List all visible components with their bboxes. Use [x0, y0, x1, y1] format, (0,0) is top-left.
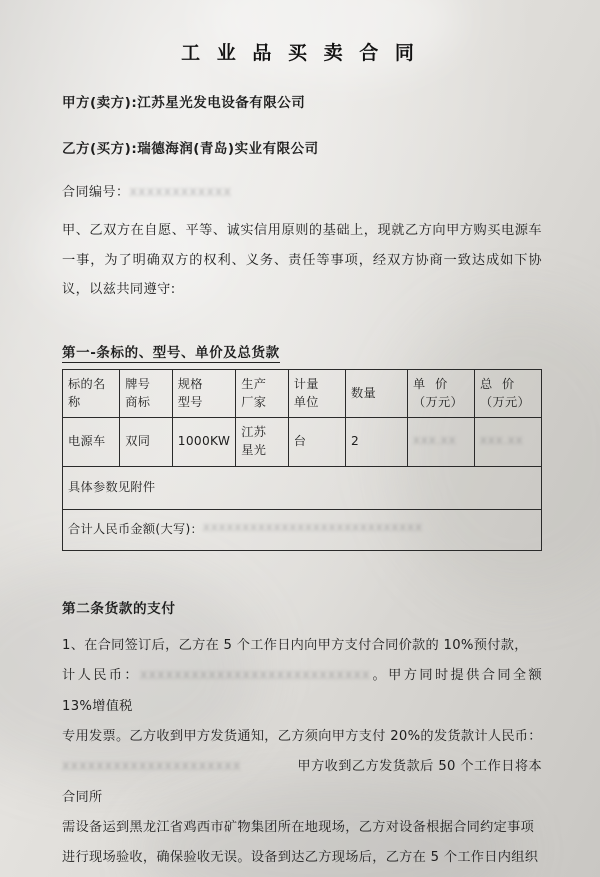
sum-value-redacted: XXXXXXXXXXXXXXXXXXXXXXXXXXXX: [202, 523, 423, 535]
seller-label: 甲方(卖方): [62, 95, 132, 111]
goods-table: [62, 369, 542, 551]
header-qty-l1: 数量: [351, 385, 376, 400]
buyer-line: [62, 137, 542, 157]
section-two-paragraph: [62, 631, 542, 874]
pay-line-2-text: 计人民币：: [62, 668, 140, 684]
header-unit-price-l2: （万元）: [413, 394, 463, 409]
cell-brand: 双同: [120, 418, 173, 466]
header-cell-unit-price: [408, 370, 475, 418]
header-cell-brand: [120, 370, 173, 418]
cell-maker: [236, 418, 289, 466]
cell-unit-price-redacted: XXX.XX: [413, 435, 457, 447]
header-cell-total-price: [475, 370, 542, 418]
header-total-price-l2: （万元）: [480, 394, 530, 409]
seller-line: [62, 91, 542, 111]
header-cell-model: [172, 370, 235, 418]
header-unit-price-l1: 单 价: [413, 377, 451, 392]
buyer-label: 乙方(买方): [62, 141, 132, 157]
header-brand-l2: 商标: [125, 394, 151, 409]
pay-line-6: 进行现场验收，确保验收无误。设备到达乙方现场后，乙方在 5 个工作日内组织: [62, 850, 539, 866]
pay-line-1: 1、在合同签订后，乙方在 5 个工作日内向甲方支付合同价款的 10%预付款，: [62, 637, 528, 653]
cell-notes: 具体参数见附件: [63, 466, 542, 509]
contract-number-value-redacted: XXXXXXXXXXXX: [129, 186, 232, 199]
intro-paragraph: 甲、乙双方在自愿、平等、诚实信用原则的基础上，现就乙方向甲方购买电源车一事，为了明确双方的权利、义务、责任等事项，经双方协商一致达成如下协议，以兹共同遵守:: [62, 223, 542, 298]
section-one-heading: 第一-条标的、型号、单价及总货款: [62, 341, 280, 363]
cell-maker-l2: 星光: [241, 443, 267, 458]
cell-unit: 台: [288, 418, 345, 466]
table-sum-row: [63, 509, 542, 550]
header-unit-l1: 计量: [293, 377, 319, 392]
header-unit-l2: 单位: [293, 394, 319, 409]
cell-name: 电源车: [63, 418, 120, 466]
buyer-value: :瑞德海润(青岛)实业有限公司: [131, 141, 319, 157]
cell-total-price-redacted: XXX.XX: [480, 435, 524, 447]
document-title: 工 业 品 买 卖 合 同: [181, 42, 419, 64]
cell-unit-price: [408, 418, 475, 466]
cell-qty: 2: [346, 418, 408, 466]
header-cell-unit: [288, 370, 345, 418]
document-content: [0, 38, 600, 874]
header-name-l1: 标的名称: [68, 377, 106, 409]
pay-amount-redacted-1: XXXXXXXXXXXXXXXXXXXXXXXXXXX: [139, 668, 371, 682]
pay-line-2: [62, 661, 542, 722]
header-total-price-l1: 总 价: [480, 377, 518, 392]
cell-maker-l1: 江苏: [241, 425, 267, 440]
header-brand-l1: 牌号: [125, 377, 151, 392]
section-one-heading-wrap: [62, 323, 542, 363]
pay-line-3: 专用发票。乙方收到甲方发货通知，乙方须向甲方支付 20%的发货款计人民币：: [62, 728, 542, 744]
sum-label: 合计人民币金额(大写)：: [68, 522, 203, 537]
header-cell-name: [63, 370, 120, 418]
header-cell-qty: [346, 370, 408, 418]
header-maker-l1: 生产: [241, 377, 267, 392]
document-body: [62, 91, 542, 874]
pay-line-4: [62, 752, 542, 813]
header-cell-maker: [236, 370, 289, 418]
header-model-l1: 规格: [177, 377, 203, 392]
contract-number-label: 合同编号：: [62, 185, 130, 200]
section-two-heading: 第二条货款的支付: [62, 600, 176, 617]
cell-model: 1000KW: [172, 418, 235, 466]
contract-number-line: [62, 181, 542, 200]
table-header-row: [63, 370, 542, 418]
pay-amount-redacted-2: XXXXXXXXXXXXXXXXXXXXX: [62, 759, 242, 773]
cell-sum: [63, 509, 542, 550]
header-model-l2: 型号: [177, 394, 203, 409]
pay-line-2-text-b: 。甲方同时提供合同全额 13%增值税: [62, 668, 542, 714]
header-maker-l2: 厂家: [241, 394, 267, 409]
seller-value: :江苏星光发电设备有限公司: [131, 95, 306, 111]
pay-line-5: 需设备运到黑龙江省鸡西市矿物集团所在地现场，乙方对设备根据合同约定事项: [62, 820, 535, 836]
table-notes-row: [63, 466, 542, 509]
cell-total-price: [475, 418, 542, 466]
table-row: [63, 418, 542, 466]
pay-line-4-text: 甲方收到乙方发货款后 50 个工作日将本合同所: [62, 759, 542, 805]
